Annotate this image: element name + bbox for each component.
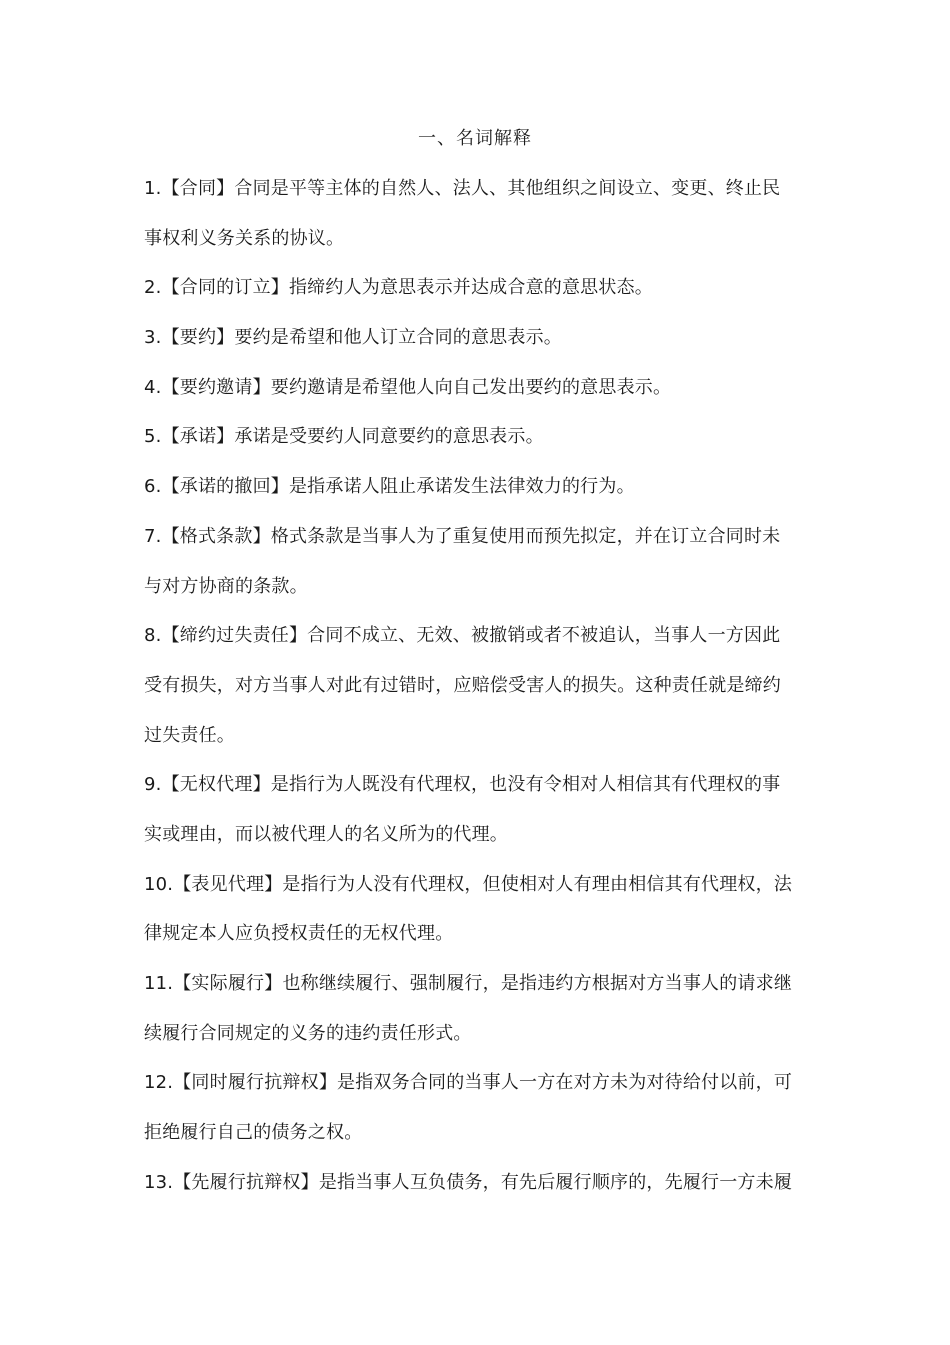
definition-list — [144, 174, 809, 1217]
text-line: 13.【先履行抗辩权】是指当事人互负债务，有先后履行顺序的，先履行一方未履 — [144, 1171, 793, 1193]
text-line: 受有损失，对方当事人对此有过错时，应赔偿受害人的损失。这种责任就是缔约 — [144, 674, 781, 696]
text-line: 4.【要约邀请】要约邀请是希望他人向自己发出要约的意思表示。 — [144, 376, 672, 398]
text-line: 5.【承诺】承诺是受要约人同意要约的意思表示。 — [144, 426, 544, 448]
text-line: 9.【无权代理】是指行为人既没有代理权，也没有令相对人相信其有代理权的事 — [144, 774, 781, 796]
text-line: 8.【缔约过失责任】合同不成立、无效、被撤销或者不被追认，当事人一方因此 — [144, 625, 781, 647]
text-line: 与对方协商的条款。 — [144, 575, 308, 597]
text-line: 拒绝履行自己的债务之权。 — [144, 1122, 363, 1144]
text-line: 3.【要约】要约是希望和他人订立合同的意思表示。 — [144, 327, 562, 349]
text-line: 过失责任。 — [144, 724, 235, 746]
text-line: 实或理由，而以被代理人的名义所为的代理。 — [144, 823, 508, 845]
text-line: 7.【格式条款】格式条款是当事人为了重复使用而预先拟定，并在订立合同时未 — [144, 525, 781, 547]
section-title: 一、名词解释 — [418, 128, 532, 149]
text-line: 事权利义务关系的协议。 — [144, 227, 345, 249]
text-line: 11.【实际履行】也称继续履行、强制履行，是指违约方根据对方当事人的请求继 — [144, 973, 793, 994]
text-line: 续履行合同规定的义务的违约责任形式。 — [144, 1022, 472, 1044]
text-line: 2.【合同的订立】指缔约人为意思表示并达成合意的意思状态。 — [144, 277, 653, 299]
text-line: 律规定本人应负授权责任的无权代理。 — [144, 923, 454, 945]
text-line: 6.【承诺的撤回】是指承诺人阻止承诺发生法律效力的行为。 — [144, 476, 635, 498]
text-line: 1.【合同】合同是平等主体的自然人、法人、其他组织之间设立、变更、终止民 — [144, 178, 781, 199]
text-line: 10.【表见代理】是指行为人没有代理权，但使相对人有理由相信其有代理权，法 — [144, 873, 793, 895]
text-line: 12.【同时履行抗辩权】是指双务合同的当事人一方在对方未为对待给付以前，可 — [144, 1072, 793, 1094]
